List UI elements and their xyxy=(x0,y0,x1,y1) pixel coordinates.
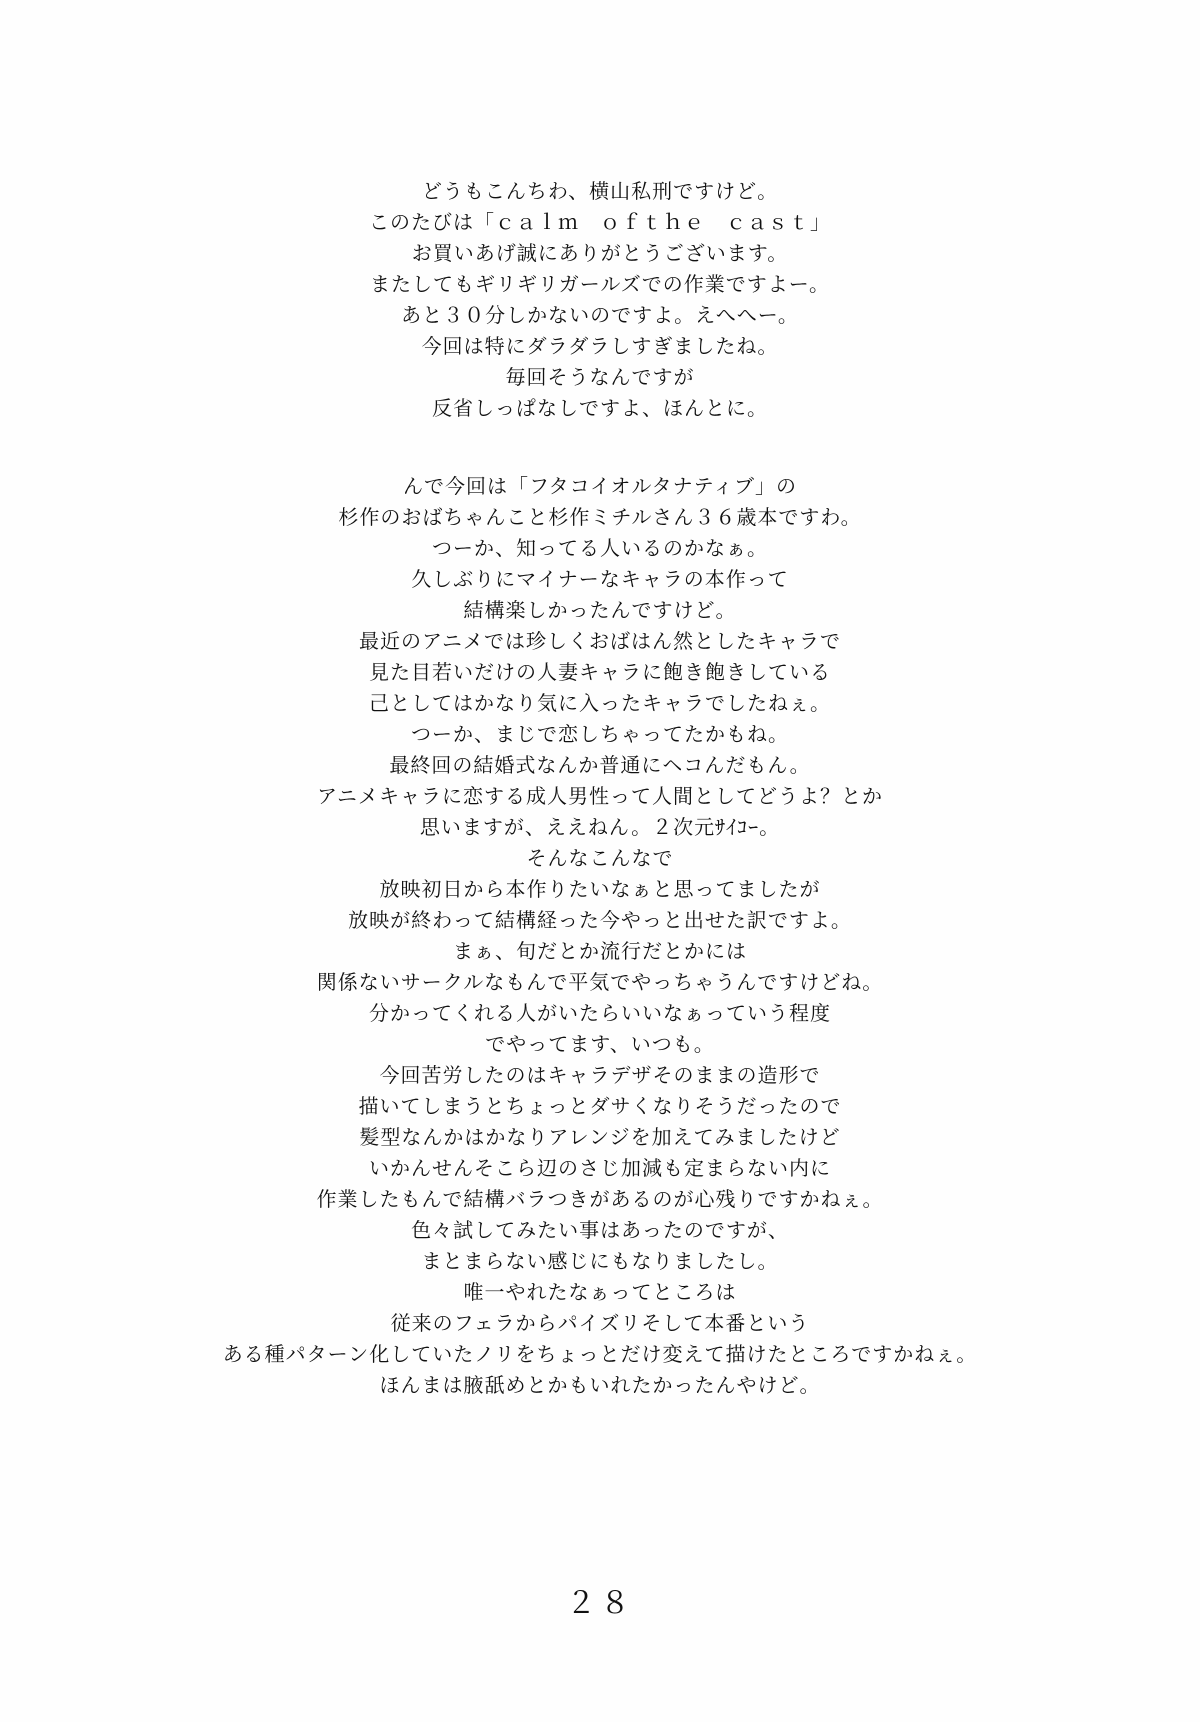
text-line: 思いますが、ええねん。２次元ｻｲｺｰ。 xyxy=(419,815,781,839)
text-line: 関係ないサークルなもんで平気でやっちゃうんですけどね。 xyxy=(316,970,884,994)
text-line: いかんせんそこら辺のさじ加減も定まらない内に xyxy=(369,1156,831,1180)
page-number: ２８ xyxy=(566,1586,634,1621)
text-line: 久しぶりにマイナーなキャラの本作って xyxy=(411,567,789,591)
text-line: 作業したもんで結構バラつきがあるのが心残りですかねぇ。 xyxy=(316,1187,884,1211)
text-line: 従来のフェラからパイズリそして本番という xyxy=(390,1311,810,1335)
text-line: つーか、知ってる人いるのかなぁ。 xyxy=(432,536,768,560)
text-line: ある種パターン化していたノリをちょっとだけ変えて描けたところですかねぇ。 xyxy=(222,1342,978,1366)
text-line: 最終回の結婚式なんか普通にヘコんだもん。 xyxy=(389,753,811,777)
text-line: またしてもギリギリガールズでの作業ですよー。 xyxy=(370,272,830,296)
text-line: 毎回そうなんですが xyxy=(505,365,695,389)
text-line: どうもこんちわ、横山私刑ですけど。 xyxy=(421,179,779,203)
text-line: んで今回は「フタコイオルタナティブ」の xyxy=(403,474,797,498)
text-line: つーか、まじで恋しちゃってたかもね。 xyxy=(411,722,789,746)
text-line: 放映が終わって結構経った今やっと出せた訳ですよ。 xyxy=(348,908,852,932)
afterword-paragraph-2 xyxy=(0,471,1200,1401)
text-line: このたびは「ｃａｌｍ ｏｆｔｈｅ ｃａｓｔ」 xyxy=(369,210,831,234)
text-line: 杉作のおばちゃんこと杉作ミチルさん３６歳本ですわ。 xyxy=(338,505,862,529)
text-line: 色々試してみたい事はあったのですが、 xyxy=(411,1218,789,1242)
text-line: アニメキャラに恋する成人男性って人間としてどうよ？とか xyxy=(317,784,883,808)
text-line: 己としてはかなり気に入ったキャラでしたねぇ。 xyxy=(369,691,831,715)
text-line: 見た目若いだけの人妻キャラに飽き飽きしている xyxy=(369,660,831,684)
text-line: まとまらない感じにもなりましたし。 xyxy=(421,1249,779,1273)
text-line: お買いあげ誠にありがとうございます。 xyxy=(411,241,789,265)
text-line: 唯一やれたなぁってところは xyxy=(463,1280,737,1304)
text-line: でやってます、いつも。 xyxy=(485,1032,715,1056)
text-line: そんなこんなで xyxy=(526,846,674,870)
text-line: 結構楽しかったんですけど。 xyxy=(463,598,737,622)
text-line: 今回苦労したのはキャラデザそのままの造形で xyxy=(379,1063,821,1087)
text-line: あと３０分しかないのですよ。えへへー。 xyxy=(401,303,799,327)
text-line: 最近のアニメでは珍しくおばはん然としたキャラで xyxy=(359,629,841,653)
text-line: 髪型なんかはかなりアレンジを加えてみましたけど xyxy=(359,1125,841,1149)
text-line: 描いてしまうとちょっとダサくなりそうだったので xyxy=(358,1094,842,1118)
text-line: 反省しっぱなしですよ、ほんとに。 xyxy=(432,396,768,420)
afterword-paragraph-1 xyxy=(0,176,1200,424)
text-line: 放映初日から本作りたいなぁと思ってましたが xyxy=(379,877,821,901)
text-line: 今回は特にダラダラしすぎましたね。 xyxy=(421,334,779,358)
text-line: 分かってくれる人がいたらいいなぁっていう程度 xyxy=(369,1001,831,1025)
text-line: ほんまは腋舐めとかもいれたかったんやけど。 xyxy=(379,1373,821,1397)
text-line: まぁ、旬だとか流行だとかには xyxy=(453,939,747,963)
